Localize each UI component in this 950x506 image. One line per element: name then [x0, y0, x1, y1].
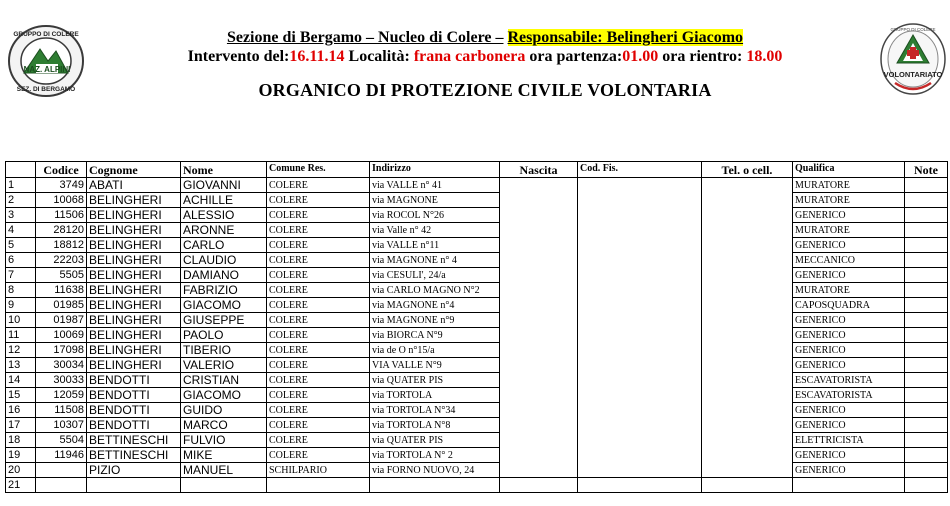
role-cell: GENERICO — [793, 268, 905, 283]
address-cell: via ROCOL N°26 — [370, 208, 500, 223]
table-row — [6, 448, 948, 463]
member-code-cell: 11506 — [36, 208, 87, 223]
table-row — [6, 208, 948, 223]
first-name-cell: GIOVANNI — [181, 178, 267, 193]
role-cell: GENERICO — [793, 328, 905, 343]
table-row — [6, 193, 948, 208]
address-cell: via MAGNONE n° 4 — [370, 253, 500, 268]
first-name-cell: ACHILLE — [181, 193, 267, 208]
first-name-cell — [181, 478, 267, 493]
return-label: ora rientro: — [662, 48, 743, 65]
first-name-cell: GUIDO — [181, 403, 267, 418]
row-number-cell: 13 — [6, 358, 36, 373]
notes-cell — [905, 268, 948, 283]
member-code-cell: 30034 — [36, 358, 87, 373]
town-cell: COLERE — [267, 298, 370, 313]
surname-cell: BETTINESCHI — [87, 448, 181, 463]
table-body — [6, 178, 948, 493]
table-row — [6, 433, 948, 448]
member-code-cell: 11638 — [36, 283, 87, 298]
surname-cell: BELINGHERI — [87, 193, 181, 208]
role-cell: GENERICO — [793, 463, 905, 478]
surname-cell: BENDOTTI — [87, 373, 181, 388]
surname-cell: PIZIO — [87, 463, 181, 478]
member-code-cell: 11946 — [36, 448, 87, 463]
notes-cell — [905, 358, 948, 373]
member-code-cell: 30033 — [36, 373, 87, 388]
surname-cell: BELINGHERI — [87, 343, 181, 358]
first-name-cell: ARONNE — [181, 223, 267, 238]
notes-cell — [905, 328, 948, 343]
table-row — [6, 238, 948, 253]
table-row — [6, 283, 948, 298]
surname-cell: BELINGHERI — [87, 253, 181, 268]
address-cell: via VALLE n°11 — [370, 238, 500, 253]
col-header-role: Qualifica — [793, 162, 905, 178]
col-header-address: Indirizzo — [370, 162, 500, 178]
notes-cell — [905, 238, 948, 253]
notes-cell — [905, 253, 948, 268]
address-cell: via BIORCA N°9 — [370, 328, 500, 343]
town-cell: COLERE — [267, 283, 370, 298]
first-name-cell: VALERIO — [181, 358, 267, 373]
town-cell: COLERE — [267, 253, 370, 268]
town-cell: COLERE — [267, 433, 370, 448]
role-cell: MURATORE — [793, 193, 905, 208]
address-cell: via de O n°15/a — [370, 343, 500, 358]
birth-cell — [500, 478, 578, 493]
table-row — [6, 373, 948, 388]
row-number-cell: 4 — [6, 223, 36, 238]
table-row — [6, 343, 948, 358]
address-cell: via MAGNONE n°9 — [370, 313, 500, 328]
table-row — [6, 223, 948, 238]
town-cell — [267, 478, 370, 493]
notes-cell — [905, 178, 948, 193]
row-number-cell: 7 — [6, 268, 36, 283]
first-name-cell: CLAUDIO — [181, 253, 267, 268]
col-header-phone: Tel. o cell. — [702, 162, 793, 178]
logo-left-bottom-text: SEZ. DI BERGAMO — [16, 86, 76, 93]
address-cell: via VALLE n° 41 — [370, 178, 500, 193]
town-cell: COLERE — [267, 448, 370, 463]
role-cell: GENERICO — [793, 358, 905, 373]
role-cell: GENERICO — [793, 343, 905, 358]
first-name-cell: MARCO — [181, 418, 267, 433]
member-code-cell: 5504 — [36, 433, 87, 448]
col-header-code: Codice — [36, 162, 87, 178]
surname-cell: BENDOTTI — [87, 403, 181, 418]
surname-cell: BELINGHERI — [87, 358, 181, 373]
member-code-cell: 17098 — [36, 343, 87, 358]
member-code-cell: 5505 — [36, 268, 87, 283]
row-number-cell: 9 — [6, 298, 36, 313]
notes-cell — [905, 373, 948, 388]
town-cell: SCHILPARIO — [267, 463, 370, 478]
notes-cell — [905, 298, 948, 313]
return-time: 18.00 — [746, 48, 783, 65]
address-cell: via QUATER PIS — [370, 373, 500, 388]
town-cell: COLERE — [267, 373, 370, 388]
first-name-cell: CRISTIAN — [181, 373, 267, 388]
first-name-cell: FABRIZIO — [181, 283, 267, 298]
row-number-cell: 3 — [6, 208, 36, 223]
col-header-notes: Note — [905, 162, 948, 178]
tax-code-cell — [578, 478, 702, 493]
notes-cell — [905, 193, 948, 208]
notes-cell — [905, 418, 948, 433]
town-cell: COLERE — [267, 328, 370, 343]
intervention-label: Intervento del: — [187, 48, 290, 65]
notes-cell — [905, 478, 948, 493]
logo-right-text: VOLONTARIATO — [883, 70, 943, 79]
col-header-name: Nome — [181, 162, 267, 178]
address-cell: via Valle n° 42 — [370, 223, 500, 238]
member-code-cell — [36, 463, 87, 478]
table-row — [6, 478, 948, 493]
address-cell: via FORNO NUOVO, 24 — [370, 463, 500, 478]
col-header-birth: Nascita — [500, 162, 578, 178]
address-cell: via TORTOLA N° 2 — [370, 448, 500, 463]
surname-cell: ABATI — [87, 178, 181, 193]
first-name-cell: GIUSEPPE — [181, 313, 267, 328]
town-cell: COLERE — [267, 238, 370, 253]
row-number-cell: 16 — [6, 403, 36, 418]
first-name-cell: ALESSIO — [181, 208, 267, 223]
col-header-surname: Cognome — [87, 162, 181, 178]
col-header-town: Comune Res. — [267, 162, 370, 178]
logo-left-top-text: GRUPPO DI COLERE — [13, 31, 79, 38]
logo-left-mid-text: NAZ. ALPINI — [23, 65, 71, 74]
row-number-cell: 14 — [6, 373, 36, 388]
localita-value: frana carbonera — [413, 48, 526, 65]
member-code-cell — [36, 478, 87, 493]
localita-label: Località: — [348, 48, 410, 65]
surname-cell: BENDOTTI — [87, 388, 181, 403]
first-name-cell: MANUEL — [181, 463, 267, 478]
surname-cell: BELINGHERI — [87, 268, 181, 283]
notes-cell — [905, 448, 948, 463]
first-name-cell: FULVIO — [181, 433, 267, 448]
row-number-cell: 8 — [6, 283, 36, 298]
member-code-cell: 11508 — [36, 403, 87, 418]
role-cell: GENERICO — [793, 313, 905, 328]
phone-cell — [702, 178, 793, 478]
row-number-cell: 19 — [6, 448, 36, 463]
member-code-cell: 10307 — [36, 418, 87, 433]
row-number-cell: 1 — [6, 178, 36, 193]
departure-label: ora partenza: — [529, 48, 623, 65]
surname-cell: BELINGHERI — [87, 313, 181, 328]
surname-cell: BELINGHERI — [87, 223, 181, 238]
page-title: ORGANICO DI PROTEZIONE CIVILE VOLONTARIA — [258, 80, 712, 100]
first-name-cell: CARLO — [181, 238, 267, 253]
address-cell: via CESULI', 24/a — [370, 268, 500, 283]
surname-cell: BETTINESCHI — [87, 433, 181, 448]
table-row — [6, 418, 948, 433]
header-line-intervention — [100, 48, 870, 66]
table-row — [6, 463, 948, 478]
first-name-cell: GIACOMO — [181, 388, 267, 403]
role-cell — [793, 478, 905, 493]
table-row — [6, 253, 948, 268]
surname-cell: BELINGHERI — [87, 298, 181, 313]
first-name-cell: TIBERIO — [181, 343, 267, 358]
role-cell: MURATORE — [793, 223, 905, 238]
personnel-table — [5, 161, 948, 493]
address-cell: via MAGNONE n°4 — [370, 298, 500, 313]
row-number-cell: 12 — [6, 343, 36, 358]
header-line-section — [100, 29, 870, 47]
notes-cell — [905, 463, 948, 478]
row-number-cell: 11 — [6, 328, 36, 343]
row-number-cell: 18 — [6, 433, 36, 448]
surname-cell: BELINGHERI — [87, 328, 181, 343]
row-number-cell: 17 — [6, 418, 36, 433]
address-cell — [370, 478, 500, 493]
notes-cell — [905, 223, 948, 238]
town-cell: COLERE — [267, 343, 370, 358]
row-number-cell: 21 — [6, 478, 36, 493]
table-row — [6, 358, 948, 373]
role-cell: GENERICO — [793, 448, 905, 463]
member-code-cell: 01985 — [36, 298, 87, 313]
notes-cell — [905, 313, 948, 328]
col-header-tax-code: Cod. Fis. — [578, 162, 702, 178]
role-cell: GENERICO — [793, 418, 905, 433]
notes-cell — [905, 343, 948, 358]
surname-cell: BELINGHERI — [87, 283, 181, 298]
section-text: Sezione di Bergamo – Nucleo di Colere – — [226, 29, 504, 46]
role-cell: GENERICO — [793, 238, 905, 253]
role-cell: GENERICO — [793, 208, 905, 223]
role-cell: ESCAVATORISTA — [793, 373, 905, 388]
role-cell: ESCAVATORISTA — [793, 388, 905, 403]
table-row — [6, 388, 948, 403]
town-cell: COLERE — [267, 268, 370, 283]
address-cell: via TORTOLA N°8 — [370, 418, 500, 433]
logo-right-top-text: GRUPPO DI COLERE — [890, 27, 936, 32]
role-cell: MURATORE — [793, 178, 905, 193]
role-cell: ELETTRICISTA — [793, 433, 905, 448]
notes-cell — [905, 433, 948, 448]
member-code-cell: 18812 — [36, 238, 87, 253]
row-number-cell: 20 — [6, 463, 36, 478]
first-name-cell: DAMIANO — [181, 268, 267, 283]
row-number-cell: 6 — [6, 253, 36, 268]
member-code-cell: 10068 — [36, 193, 87, 208]
notes-cell — [905, 388, 948, 403]
town-cell: COLERE — [267, 178, 370, 193]
member-code-cell: 10069 — [36, 328, 87, 343]
surname-cell — [87, 478, 181, 493]
row-number-cell: 10 — [6, 313, 36, 328]
volontariato-logo — [879, 21, 947, 97]
notes-cell — [905, 208, 948, 223]
table-header-row — [6, 162, 948, 178]
role-cell: MECCANICO — [793, 253, 905, 268]
first-name-cell: MIKE — [181, 448, 267, 463]
member-code-cell: 3749 — [36, 178, 87, 193]
responsible-text: Responsabile: Belingheri Giacomo — [507, 29, 744, 46]
town-cell: COLERE — [267, 403, 370, 418]
address-cell: via TORTOLA N°34 — [370, 403, 500, 418]
address-cell: via CARLO MAGNO N°2 — [370, 283, 500, 298]
surname-cell: BELINGHERI — [87, 238, 181, 253]
birth-cell — [500, 178, 578, 478]
phone-cell — [702, 478, 793, 493]
ana-group-logo — [6, 23, 86, 99]
table-row — [6, 403, 948, 418]
surname-cell: BENDOTTI — [87, 418, 181, 433]
address-cell: via QUATER PIS — [370, 433, 500, 448]
member-code-cell: 28120 — [36, 223, 87, 238]
address-cell: via TORTOLA — [370, 388, 500, 403]
town-cell: COLERE — [267, 418, 370, 433]
row-number-cell: 15 — [6, 388, 36, 403]
role-cell: GENERICO — [793, 403, 905, 418]
member-code-cell: 22203 — [36, 253, 87, 268]
row-number-cell: 5 — [6, 238, 36, 253]
town-cell: COLERE — [267, 358, 370, 373]
table-row — [6, 298, 948, 313]
town-cell: COLERE — [267, 193, 370, 208]
intervention-date: 16.11.14 — [289, 48, 345, 65]
row-number-cell: 2 — [6, 193, 36, 208]
table-row — [6, 313, 948, 328]
member-code-cell: 01987 — [36, 313, 87, 328]
table-row — [6, 268, 948, 283]
address-cell: VIA VALLE N°9 — [370, 358, 500, 373]
table-row — [6, 328, 948, 343]
notes-cell — [905, 403, 948, 418]
col-header-number — [6, 162, 36, 178]
surname-cell: BELINGHERI — [87, 208, 181, 223]
town-cell: COLERE — [267, 313, 370, 328]
tax-code-cell — [578, 178, 702, 478]
town-cell: COLERE — [267, 208, 370, 223]
member-code-cell: 12059 — [36, 388, 87, 403]
first-name-cell: PAOLO — [181, 328, 267, 343]
notes-cell — [905, 283, 948, 298]
address-cell: via MAGNONE — [370, 193, 500, 208]
departure-time: 01.00 — [622, 48, 659, 65]
first-name-cell: GIACOMO — [181, 298, 267, 313]
town-cell: COLERE — [267, 388, 370, 403]
role-cell: MURATORE — [793, 283, 905, 298]
role-cell: CAPOSQUADRA — [793, 298, 905, 313]
town-cell: COLERE — [267, 223, 370, 238]
table-row — [6, 178, 948, 193]
